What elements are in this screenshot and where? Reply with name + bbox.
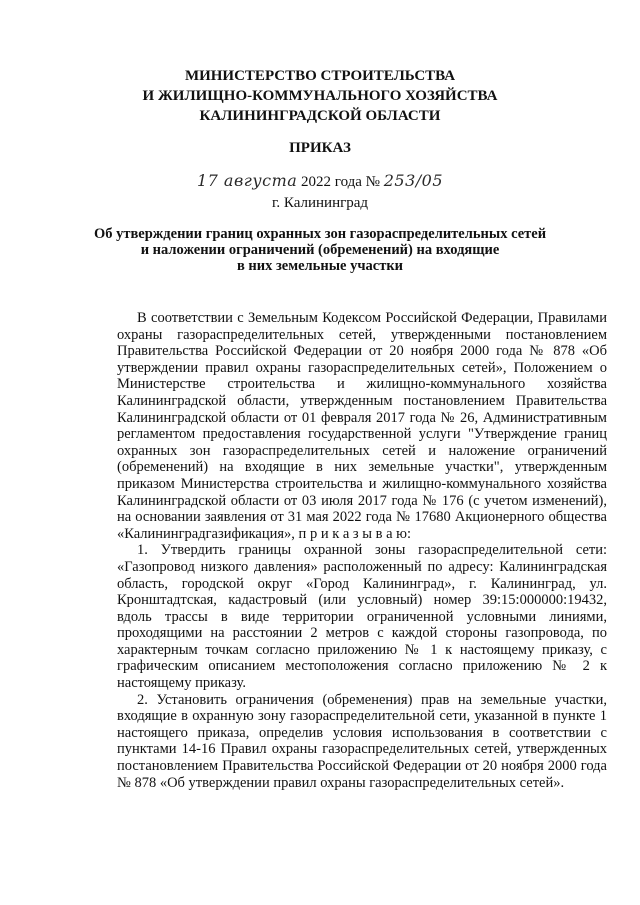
- ministry-line-2: И ЖИЛИЩНО-КОММУНАЛЬНОГО ХОЗЯЙСТВА: [142, 88, 498, 104]
- subject-line-1: Об утверждении границ охранных зон газораспределительных сетей: [93, 226, 547, 242]
- ministry-header: [0, 66, 640, 126]
- preamble-paragraph: В соответствии с Земельным Кодексом Российской Федерации, Правилами охраны газораспределительных сетей, утвержденными постановлением Правительства Российской Федерации от 20 ноября 2000 года № 878 «Об утверждении правил охраны газораспределительных сетей», Положением о Министерстве строительства и жилищно-коммунального хозяйства Калининградской области, утвержденным постановлением Правительства Калининградской области от 01 февраля 2017 года № 26, Административным регламентом предоставления государственной услуги "Утверждение границ охранных зон газораспределительных сетей и наложение ограничений (обременений) на входящие в них земельные участки", утвержденным приказом Министерства строительства и жилищно-коммунального хозяйства Калининградской области от 03 июля 2017 года № 176 (с учетом изменений), на основании заявления от 31 мая 2022 года № 17680 Акционерного общества «Калининградгазификация», п р и к а з ы в а ю:: [117, 310, 607, 542]
- order-title: ПРИКАЗ: [289, 140, 351, 156]
- city: г. Калининград: [271, 195, 369, 211]
- ministry-line-1: МИНИСТЕРСТВО СТРОИТЕЛЬСТВА: [184, 68, 456, 84]
- item-1-paragraph: 1. Утвердить границы охранной зоны газораспределительной сети: «Газопровод низкого давления» расположенный по адресу: Калининградская область, городской округ «Город Калининград», г. Калининград, ул. Кронштадтская, кадастровый (или условный) номер 39:15:000000:19432, вдоль трассы в виде территории ограниченной условными линиями, проходящими на расстоянии 2 метров с каждой стороны газопровода, по характерным точкам согласно приложению № 1 к настоящему приказу, с графическим описанием местоположения согласно приложению № 2 к настоящему приказу.: [117, 542, 607, 692]
- handwritten-date: 17 августа: [196, 171, 298, 190]
- subject-line-2: и наложении ограничений (обременений) на входящие: [140, 242, 500, 258]
- order-date-line: [0, 170, 640, 193]
- order-year-label: 2022 года №: [301, 174, 380, 190]
- item-2-paragraph: 2. Установить ограничения (обременения) прав на земельные участки, входящие в охранную зону газораспределительной сети, указанной в пункте 1 настоящего приказа, определив условия использования в соответствии с пунктами 14-16 Правил охраны газораспределительных сетей, утвержденных постановлением Правительства Российской Федерации от 20 ноября 2000 года № 878 «Об утверждении правил охраны газораспределительных сетей».: [117, 691, 607, 791]
- order-body: [117, 310, 607, 791]
- order-subject: [0, 226, 640, 274]
- subject-line-3: в них земельные участки: [236, 258, 404, 274]
- ministry-line-3: КАЛИНИНГРАДСКОЙ ОБЛАСТИ: [199, 108, 441, 124]
- handwritten-order-number: 253/05: [383, 171, 444, 190]
